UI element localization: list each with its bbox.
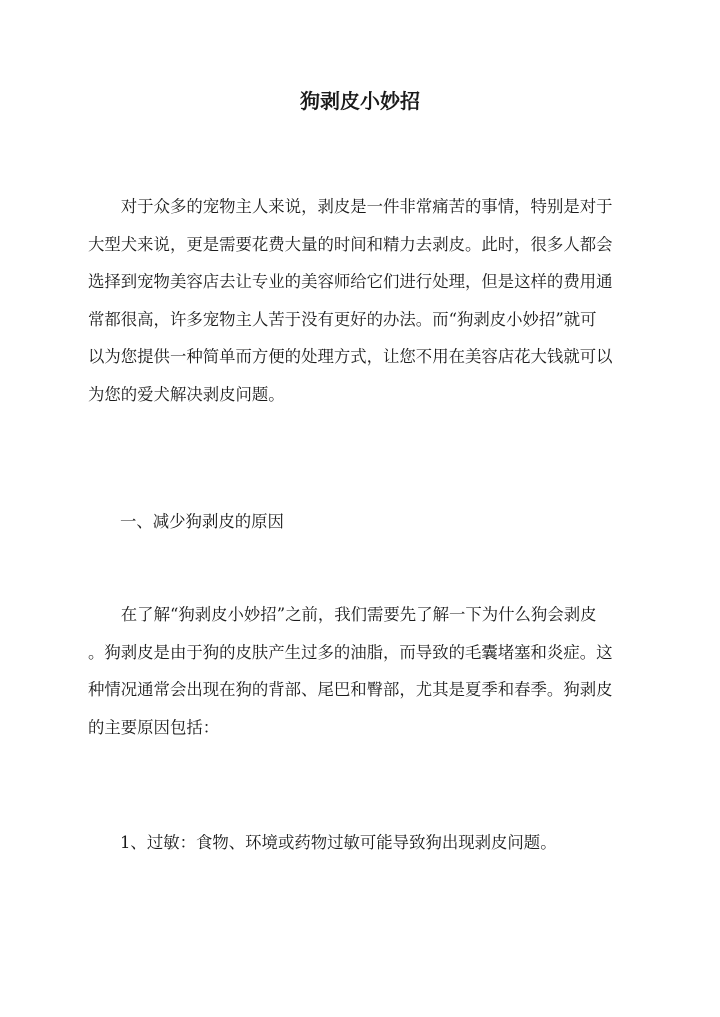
section-line: 。狗剥皮是由于狗的皮肤产生过多的油脂，而导致的毛囊堵塞和炎症。这 <box>88 642 613 662</box>
intro-paragraph <box>88 188 634 413</box>
intro-line: 以为您提供一种简单而方便的处理方式，让您不用在美容店花大钱就可以 <box>88 347 613 366</box>
intro-line: 大型犬来说，更是需要花费大量的时间和精力去剥皮。此时，很多人都会 <box>88 234 613 254</box>
section-line: 的主要原因包括： <box>88 717 220 737</box>
section-paragraph <box>88 596 634 746</box>
intro-line: 选择到宠物美容店去让专业的美容师给它们进行处理，但是这样的费用通 <box>88 272 613 291</box>
section-line: 在了解“狗剥皮小妙招”之前，我们需要先了解一下为什么狗会剥皮 <box>120 605 597 624</box>
document-title: 狗剥皮小妙招 <box>300 89 420 113</box>
intro-line: 为您的爱犬解决剥皮问题。 <box>88 384 285 404</box>
intro-line: 对于众多的宠物主人来说，剥皮是一件非常痛苦的事情，特别是对于 <box>120 197 613 216</box>
list-item: 1、过敏：食物、环境或药物过敏可能导致狗出现剥皮问题。 <box>120 833 557 852</box>
section-heading: 一、减少狗剥皮的原因 <box>120 512 284 531</box>
intro-line: 常都很高，许多宠物主人苦于没有更好的办法。而“狗剥皮小妙招”就可 <box>88 309 597 329</box>
section-line: 种情况通常会出现在狗的背部、尾巴和臀部，尤其是夏季和春季。狗剥皮 <box>88 680 613 699</box>
